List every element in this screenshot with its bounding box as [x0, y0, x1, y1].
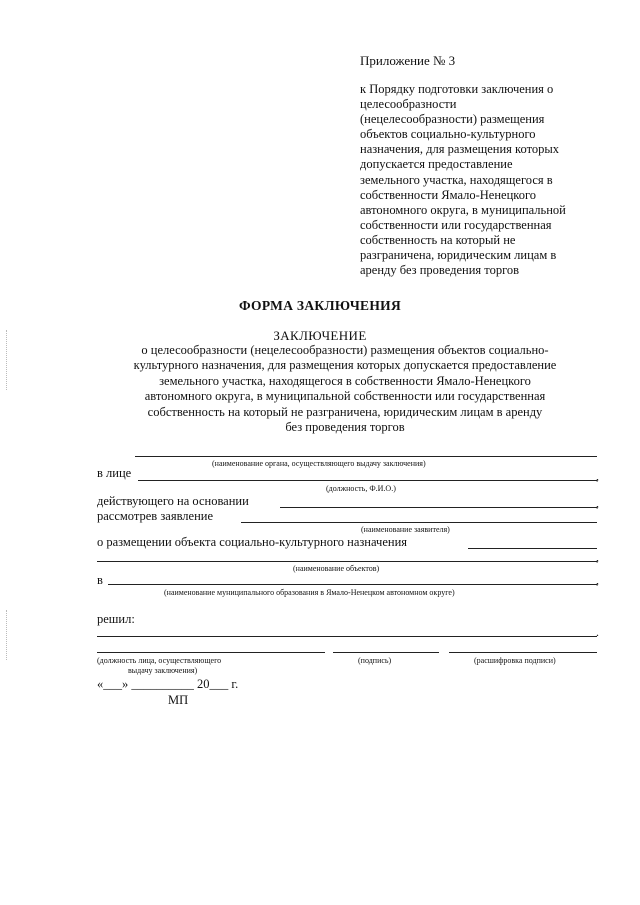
conclusion-line: без проведения торгов	[285, 420, 405, 435]
appendix-line: разграничена, юридическим лицам в	[360, 248, 557, 263]
date-line: «___» __________ 20___ г.	[97, 677, 239, 691]
appendix-line: собственности Ямало-Ненецкого	[360, 187, 537, 202]
signature-line[interactable]	[333, 652, 439, 653]
conclusion-line: земельного участка, находящегося в собственности Ямало-Ненецкого	[159, 373, 531, 388]
comma-mark: ,	[596, 550, 599, 564]
signer-position-caption: (должность лица, осуществляющего	[97, 656, 222, 665]
conclusion-description	[100, 343, 590, 435]
municipality-line[interactable]	[108, 584, 597, 585]
placement-label: о размещении объекта социально-культурного назначения	[97, 535, 408, 549]
appendix-line: (нецелесообразности) размещения	[360, 112, 545, 127]
signer-position-caption-2: выдачу заключения)	[128, 666, 198, 675]
v-litse-label: в лице	[97, 466, 132, 480]
applicant-line[interactable]	[241, 522, 597, 523]
position-line[interactable]	[138, 480, 597, 481]
appendix-line: земельного участка, находящегося в	[360, 172, 553, 187]
seal-label: МП	[168, 693, 189, 707]
signature-caption: (подпись)	[358, 656, 392, 665]
appendix-line: назначения, для размещения которых	[360, 142, 560, 157]
basis-line[interactable]	[280, 507, 597, 508]
appendix-title: Приложение № 3	[360, 53, 456, 68]
scan-margin-mark	[6, 610, 7, 660]
objects-caption: (наименование объектов)	[293, 564, 380, 573]
signature-decode-line[interactable]	[449, 652, 597, 653]
applicant-caption: (наименование заявителя)	[361, 525, 450, 534]
conclusion-line: культурного назначения, для размещения которых допускается предоставление	[133, 358, 557, 373]
comma-mark: ,	[596, 496, 599, 510]
v-label: в	[97, 573, 103, 587]
conclusion-line: автономного округа, в муниципальной собственности или государственная	[144, 389, 546, 404]
position-caption: (должность, Ф.И.О.)	[326, 484, 396, 493]
appendix-body	[360, 82, 610, 278]
decided-label: решил:	[97, 612, 135, 626]
organ-caption: (наименование органа, осуществляющего выдачу заключения)	[212, 459, 426, 468]
organ-line[interactable]	[135, 456, 597, 457]
considered-label: рассмотрев заявление	[97, 509, 214, 523]
decision-line-1[interactable]	[97, 636, 597, 637]
conclusion-line: собственность на который не разграничена, юридическим лицам в аренду	[147, 404, 543, 419]
conclusion-title: ЗАКЛЮЧЕНИЕ	[273, 328, 367, 343]
comma-mark: ,	[596, 573, 599, 587]
conclusion-line: о целесообразности (нецелесообразности) размещения объектов социально-	[141, 343, 549, 357]
appendix-line: собственность на который не	[360, 232, 516, 247]
form-title: ФОРМА ЗАКЛЮЧЕНИЯ	[239, 298, 401, 313]
appendix-line: объектов социально-культурного	[360, 127, 536, 142]
municipality-caption: (наименование муниципального образования в Ямало-Ненецком автономном округе)	[164, 588, 455, 597]
appendix-line: автономного округа, в муниципальной	[360, 202, 566, 217]
basis-label: действующего на основании	[97, 494, 249, 508]
period-mark: .	[596, 625, 599, 639]
placement-line[interactable]	[468, 548, 597, 549]
comma-mark: ,	[596, 469, 599, 483]
appendix-line: аренду без проведения торгов	[360, 263, 520, 278]
signature-position-line[interactable]	[97, 652, 325, 653]
objects-line[interactable]	[97, 561, 597, 562]
appendix-line: целесообразности	[360, 97, 457, 112]
appendix-line: собственности или государственная	[360, 217, 552, 232]
appendix-line: допускается предоставление	[360, 157, 513, 172]
appendix-line: к Порядку подготовки заключения о	[360, 82, 554, 96]
signature-decode-caption: (расшифровка подписи)	[474, 656, 556, 665]
